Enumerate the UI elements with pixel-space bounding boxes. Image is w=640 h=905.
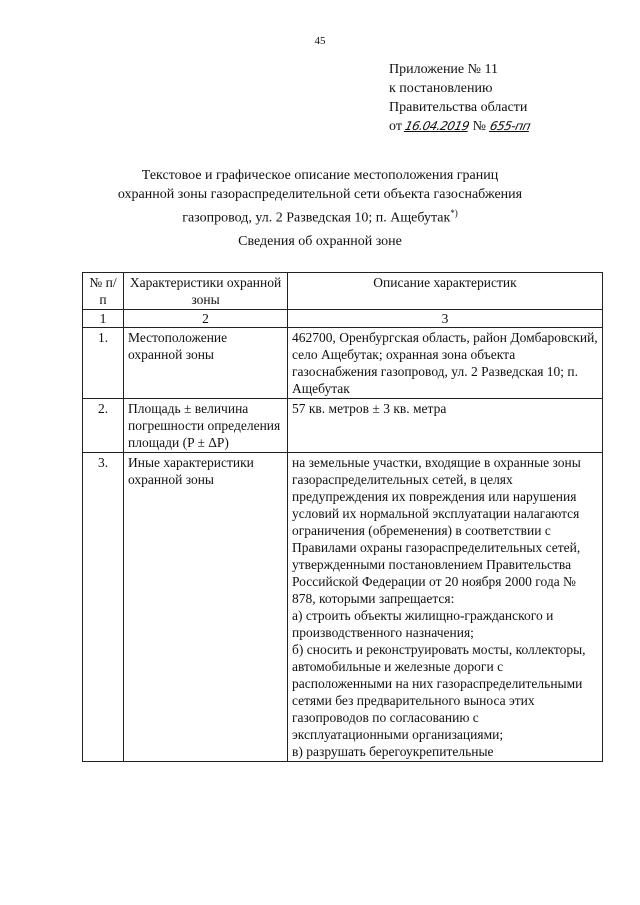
col-number-1: 1 [83, 310, 124, 328]
header-characteristic: Характеристики охранной зоны [124, 273, 288, 310]
appendix-line-3: Правительства области [389, 100, 528, 115]
appendix-line-1: Приложение № 11 [389, 62, 498, 77]
table-row [83, 328, 603, 399]
table-row [83, 453, 603, 762]
appendix-line-2: к постановлению [389, 81, 493, 96]
col-number-2: 2 [124, 310, 288, 328]
footnote-mark: *) [450, 208, 458, 218]
row-num: 2. [83, 399, 124, 453]
page-number: 45 [314, 35, 326, 47]
row-characteristic: Иные характеристики охранной зоны [124, 453, 288, 762]
handwritten-date: 16.04.2019 [404, 119, 471, 133]
row-characteristic: Местоположение охранной зоны [124, 328, 288, 399]
appendix-date-row [389, 117, 532, 136]
description-paragraph: б) сносить и реконструировать мосты, коллекторы, автомобильные и железные дороги с расположенными на них газораспределительными сетями без предварительного выноса этих газопроводов по согласованию с эксплуатационными организациями; [292, 642, 586, 742]
appendix-block [389, 60, 532, 136]
table-header-row [83, 273, 603, 310]
description-paragraph: на земельные участки, входящие в охранные зоны газораспределительных сетей, в целях предупреждения их повреждения или нарушения условий их нормальной эксплуатации налагаются ограничения (обременения) в соответствии с Правилами охраны газораспределительных сетей, утвержденными постановлением Правительства Российской Федерации от 20 ноября 2000 года № 878, которыми запрещается: [292, 455, 581, 606]
title-line-2: охранной зоны газораспределительной сети объекта газоснабжения [117, 187, 523, 202]
row-description: 57 кв. метров ± 3 кв. метра [288, 399, 603, 453]
title-line-1: Текстовое и графическое описание местоположения границ [141, 168, 499, 183]
header-num: № п/п [83, 273, 124, 310]
number-label: № [472, 119, 487, 134]
handwritten-number: 655-пп [488, 119, 532, 133]
description-paragraph: а) строить объекты жилищно-гражданского и производственного назначения; [292, 608, 554, 640]
row-num: 1. [83, 328, 124, 399]
title-line-3: газопровод, ул. 2 Разведская 10; п. Ащебутак [182, 210, 451, 226]
row-description: 462700, Оренбургская область, район Домбаровский, село Ащебутак; охранная зона объекта газоснабжения газопровод, ул. 2 Разведская 10; п. Ащебутак [288, 328, 603, 399]
col-number-3: 3 [288, 310, 603, 328]
section-title: Сведения об охранной зоне [238, 234, 402, 249]
column-number-row [83, 310, 603, 328]
row-characteristic: Площадь ± величина погрешности определения площади (P ± ΔP) [124, 399, 288, 453]
from-label: от [389, 119, 402, 134]
row-num: 3. [83, 453, 124, 762]
document-title [80, 166, 560, 228]
protection-zone-table [82, 272, 603, 762]
header-description: Описание характеристик [288, 273, 603, 310]
title-line-3-wrap [80, 204, 560, 228]
description-paragraph: в) разрушать берегоукрепительные [292, 744, 494, 759]
table-row [83, 399, 603, 453]
row-description [288, 453, 603, 762]
